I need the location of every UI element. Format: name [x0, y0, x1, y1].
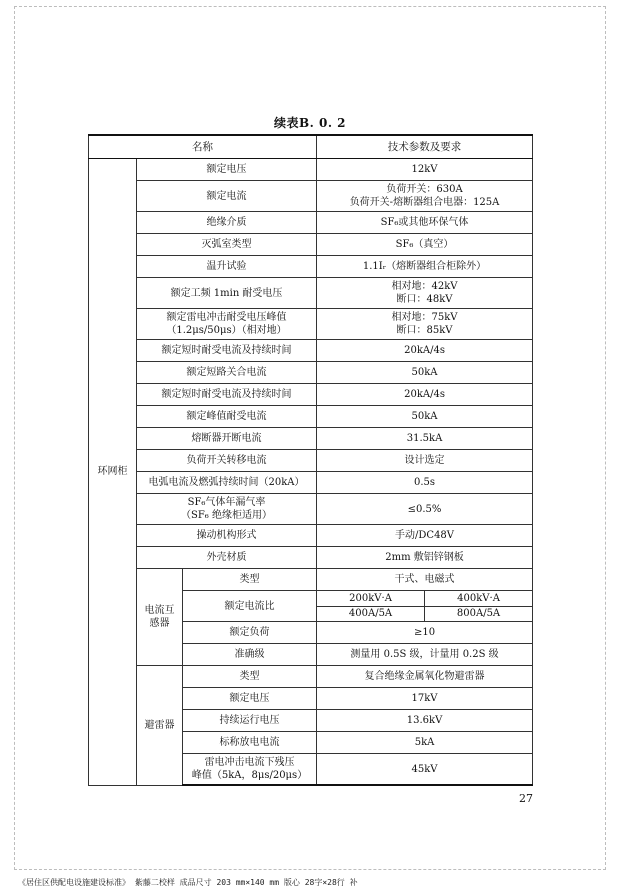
param-name: SF₆气体年漏气率 （SF₆ 绝缘柜适用） [137, 494, 317, 525]
param-name: 熔断器开断电流 [137, 428, 317, 450]
param-name: 额定雷电冲击耐受电压峰值 （1.2μs/50μs）（相对地） [137, 309, 317, 340]
print-footer: 《居住区供配电设施建设标准》 紫藤二校样 成品尺寸 203 mm×140 mm 版心 28字×28行 补 [18, 878, 358, 887]
param-value: SF₆或其他环保气体 [317, 212, 533, 234]
table-title: 续表B. 0. 2 [273, 116, 347, 130]
ratio-column [424, 591, 532, 621]
param-name: 额定工频 1min 耐受电压 [137, 278, 317, 309]
table-row [89, 384, 533, 406]
table-row [89, 340, 533, 362]
param-value: 5kA [317, 732, 533, 754]
param-name: 额定电流比 [183, 591, 317, 622]
ratio-columns [317, 591, 532, 621]
param-value: 50kA [317, 362, 533, 384]
param-value: 复合绝缘金属氧化物避雷器 [317, 666, 533, 688]
param-name: 额定短时耐受电流及持续时间 [137, 340, 317, 362]
arrester-row [89, 666, 533, 688]
param-value: 1.1Iᵣ（熔断器组合柜除外） [317, 256, 533, 278]
group-label-ring-main-unit: 环网柜 [89, 159, 137, 786]
param-name: 类型 [183, 569, 317, 591]
table-row [89, 362, 533, 384]
param-value: 设计选定 [317, 450, 533, 472]
table-row [89, 159, 533, 181]
group-label-current-transformer: 电流互 感器 [137, 569, 183, 666]
ratio-value: 400A/5A [348, 608, 393, 620]
header-name: 名称 [89, 135, 317, 159]
spec-table [88, 134, 533, 786]
param-name: 额定峰值耐受电流 [137, 406, 317, 428]
param-value: ≤0.5% [317, 494, 533, 525]
param-name: 绝缘介质 [137, 212, 317, 234]
ct-row-type [89, 569, 533, 591]
param-value: 负荷开关：630A 负荷开关-熔断器组合电器：125A [317, 181, 533, 212]
table-row [89, 494, 533, 525]
param-name: 电弧电流及燃弧持续时间（20kA） [137, 472, 317, 494]
param-name: 准确级 [183, 644, 317, 666]
table-row [89, 181, 533, 212]
table-row [89, 547, 533, 569]
param-value: 12kV [317, 159, 533, 181]
param-name: 标称放电电流 [183, 732, 317, 754]
param-value: 0.5s [317, 472, 533, 494]
table-row [89, 428, 533, 450]
table-row [89, 212, 533, 234]
param-name: 额定电压 [183, 688, 317, 710]
ratio-grid [317, 591, 533, 622]
param-value: 相对地：42kV 断口：48kV [317, 278, 533, 309]
param-value: 2mm 敷铝锌钢板 [317, 547, 533, 569]
ratio-capacity: 400kV·A [425, 591, 532, 607]
ratio-value: 800A/5A [456, 608, 501, 620]
table-row [89, 309, 533, 340]
param-value: 干式、电磁式 [317, 569, 533, 591]
param-value: 13.6kV [317, 710, 533, 732]
param-name: 额定短路关合电流 [137, 362, 317, 384]
table-row [89, 450, 533, 472]
table-header-row [89, 135, 533, 159]
param-value: 测量用 0.5S 级，计量用 0.2S 级 [317, 644, 533, 666]
param-value: SF₆（真空） [317, 234, 533, 256]
table-row [89, 234, 533, 256]
param-value: 17kV [317, 688, 533, 710]
param-value: 50kA [317, 406, 533, 428]
param-name: 持续运行电压 [183, 710, 317, 732]
param-value: 手动/DC48V [317, 525, 533, 547]
table-row [89, 406, 533, 428]
param-name: 雷电冲击电流下残压 峰值（5kA，8μs/20μs） [183, 754, 317, 786]
param-name: 温升试验 [137, 256, 317, 278]
param-name: 操动机构形式 [137, 525, 317, 547]
table-row [89, 472, 533, 494]
param-value: ≥10 [317, 622, 533, 644]
param-name: 灭弧室类型 [137, 234, 317, 256]
ratio-capacity: 200kV·A [317, 591, 424, 607]
param-value: 45kV [317, 754, 533, 786]
param-value: 20kA/4s [317, 384, 533, 406]
param-name: 额定负荷 [183, 622, 317, 644]
param-name: 外壳材质 [137, 547, 317, 569]
param-value: 31.5kA [317, 428, 533, 450]
page-number: 27 [519, 792, 533, 805]
group-label-surge-arrester: 避雷器 [137, 666, 183, 786]
header-spec: 技术参数及要求 [317, 135, 533, 159]
param-name: 负荷开关转移电流 [137, 450, 317, 472]
param-name: 额定短时耐受电流及持续时间 [137, 384, 317, 406]
param-value: 相对地：75kV 断口：85kV [317, 309, 533, 340]
table-row [89, 278, 533, 309]
table-row [89, 256, 533, 278]
param-value: 20kA/4s [317, 340, 533, 362]
param-name: 额定电压 [137, 159, 317, 181]
param-name: 额定电流 [137, 181, 317, 212]
param-name: 类型 [183, 666, 317, 688]
ratio-column [317, 591, 424, 621]
table-row [89, 525, 533, 547]
